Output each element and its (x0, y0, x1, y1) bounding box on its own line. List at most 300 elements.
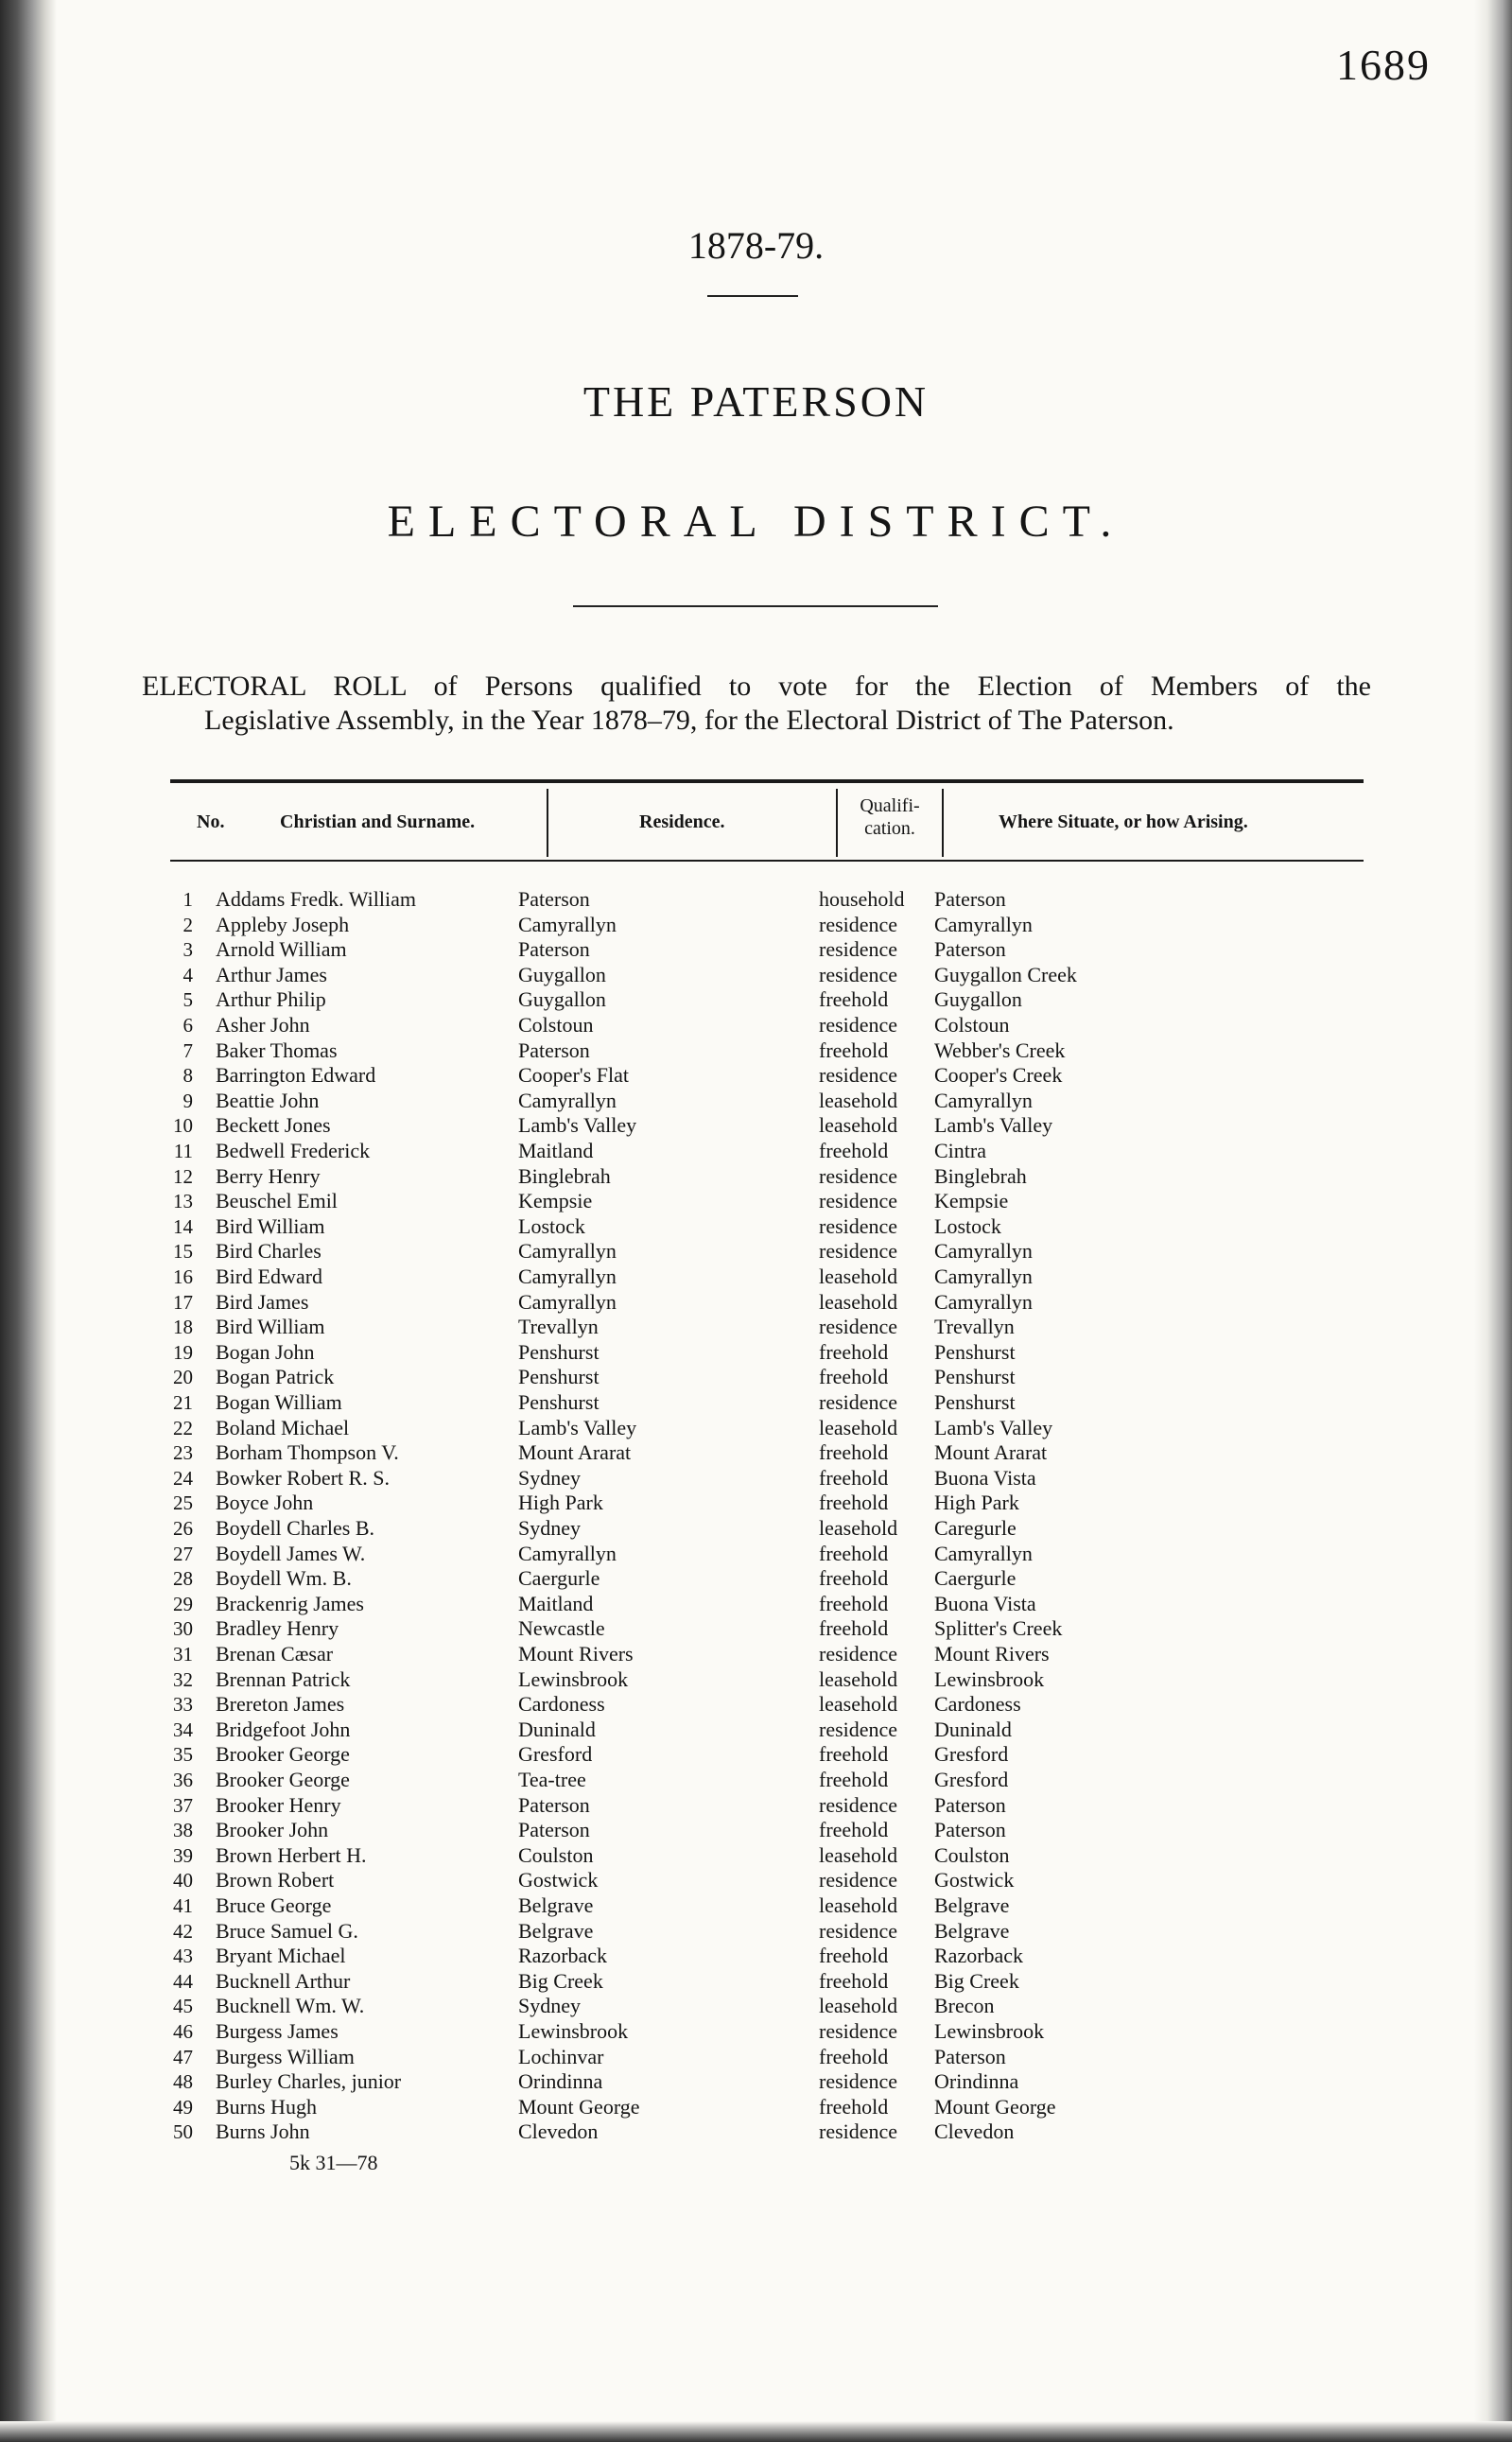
entry-qualification: freehold (819, 1465, 889, 1490)
entry-number: 24 (173, 1466, 193, 1490)
entry-number: 23 (173, 1441, 193, 1465)
entry-number: 37 (173, 1793, 193, 1817)
table-row (0, 1164, 1512, 1189)
entry-where-situate: Colstoun (934, 1013, 1010, 1037)
column-separator (547, 789, 548, 857)
entry-number: 39 (173, 1843, 193, 1867)
column-header-residence: Residence. (639, 811, 725, 832)
entry-residence: Cooper's Flat (518, 1063, 630, 1088)
entry-qualification: freehold (819, 1541, 889, 1565)
entry-name: Bird Charles (216, 1239, 322, 1264)
entry-name: Bird James (216, 1289, 309, 1314)
entry-residence: Sydney (518, 1465, 581, 1490)
entry-qualification: residence (819, 2119, 898, 2144)
entry-residence: Camyrallyn (518, 1289, 617, 1314)
entry-residence: Paterson (518, 1818, 590, 1842)
entry-qualification: freehold (819, 1365, 889, 1389)
entry-qualification: freehold (819, 1742, 889, 1767)
entry-qualification: leasehold (819, 1842, 898, 1867)
entry-residence: Camyrallyn (518, 1239, 617, 1264)
table-row (0, 1315, 1512, 1339)
entry-number: 29 (173, 1592, 193, 1615)
entry-qualification: residence (819, 1918, 898, 1943)
entry-number: 7 (182, 1038, 193, 1062)
table-row (0, 1742, 1512, 1767)
entry-where-situate: Kempsie (934, 1189, 1009, 1213)
entry-residence: High Park (518, 1491, 603, 1515)
entry-number: 15 (173, 1240, 193, 1264)
entry-number: 49 (173, 2095, 193, 2119)
entry-where-situate: Mount Ararat (934, 1440, 1048, 1465)
column-header-qualification-line-1: Qualifi- (860, 795, 920, 816)
table-row (0, 1692, 1512, 1717)
entry-name: Boland Michael (216, 1415, 350, 1439)
entry-residence: Coulston (518, 1842, 594, 1867)
table-row (0, 1592, 1512, 1616)
entry-number: 36 (173, 1769, 193, 1791)
entry-qualification: residence (819, 2069, 898, 2094)
entry-number: 12 (173, 1164, 193, 1188)
year-rule (707, 295, 798, 297)
entry-where-situate: Buona Vista (934, 1465, 1036, 1490)
entry-number: 30 (173, 1617, 193, 1641)
entry-qualification: residence (819, 1717, 898, 1741)
entry-number: 38 (173, 1819, 193, 1842)
table-row (0, 1440, 1512, 1465)
table-row (0, 1542, 1512, 1566)
entry-where-situate: Buona Vista (934, 1591, 1036, 1615)
entry-residence: Lamb's Valley (518, 1113, 637, 1138)
footer-reference: 5k 31—78 (289, 2151, 378, 2174)
entry-number: 25 (173, 1491, 193, 1515)
entry-name: Brooker Henry (216, 1792, 341, 1817)
entry-where-situate: Lewinsbrook (934, 2019, 1045, 2043)
entry-where-situate: Razorback (934, 1944, 1024, 1968)
entry-number: 35 (173, 1743, 193, 1767)
entry-number: 6 (182, 1014, 193, 1037)
entry-number: 5 (182, 988, 193, 1012)
entry-qualification: freehold (819, 1591, 889, 1615)
entry-qualification: freehold (819, 2094, 889, 2119)
entry-residence: Trevallyn (518, 1315, 599, 1339)
entry-residence: Gresford (518, 1742, 593, 1767)
column-header-no: No. (197, 811, 225, 832)
entry-where-situate: Paterson (934, 887, 1006, 911)
table-row (0, 1038, 1512, 1063)
entry-qualification: residence (819, 937, 898, 962)
table-row (0, 963, 1512, 987)
entry-where-situate: Splitter's Creek (934, 1616, 1063, 1641)
table-row (0, 937, 1512, 962)
table-row (0, 1667, 1512, 1692)
entry-number: 14 (173, 1214, 193, 1238)
table-row (0, 1416, 1512, 1440)
district-title: THE PATERSON (582, 377, 930, 426)
entry-residence: Penshurst (518, 1390, 600, 1414)
entry-qualification: leasehold (819, 1893, 898, 1917)
entry-residence: Caergurle (518, 1566, 600, 1591)
entry-where-situate: Belgrave (934, 1918, 1010, 1943)
entry-name: Burley Charles, junior (216, 2069, 402, 2094)
preamble (142, 670, 1371, 738)
entry-name: Brereton James (216, 1692, 345, 1717)
entry-number: 45 (173, 1995, 193, 2018)
entry-residence: Orindinna (518, 2069, 603, 2094)
table-row (0, 1642, 1512, 1666)
entry-residence: Big Creek (518, 1968, 603, 1993)
entry-residence: Gostwick (518, 1868, 599, 1893)
table-row (0, 1491, 1512, 1515)
entry-qualification: freehold (819, 2044, 889, 2068)
entry-name: Berry Henry (216, 1163, 321, 1188)
table-row (0, 2095, 1512, 2119)
entry-residence: Camyrallyn (518, 1265, 617, 1288)
table-row (0, 1340, 1512, 1365)
entry-qualification: freehold (819, 1440, 889, 1465)
entry-where-situate: Camyrallyn (934, 1289, 1033, 1314)
entry-number: 34 (173, 1718, 193, 1741)
entry-number: 21 (173, 1391, 193, 1414)
entry-name: Brennan Patrick (216, 1666, 351, 1691)
entry-name: Boydell James W. (216, 1541, 366, 1565)
entry-residence: Razorback (518, 1944, 608, 1968)
entry-name: Addams Fredk. William (216, 887, 416, 911)
entry-name: Baker Thomas (216, 1038, 338, 1062)
entry-qualification: residence (819, 1163, 898, 1188)
entry-residence: Camyrallyn (518, 1088, 617, 1112)
entry-name: Brown Robert (216, 1868, 335, 1893)
entry-name: Beattie John (216, 1088, 320, 1112)
table-row (0, 1063, 1512, 1088)
entry-where-situate: Webber's Creek (934, 1038, 1066, 1062)
entry-where-situate: Duninald (934, 1717, 1012, 1741)
entry-qualification: residence (819, 1792, 898, 1817)
entry-qualification: residence (819, 912, 898, 936)
entry-name: Burns Hugh (216, 2094, 317, 2119)
entry-name: Bucknell Wm. W. (216, 1994, 365, 2018)
table-row (0, 1013, 1512, 1038)
entry-name: Bucknell Arthur (216, 1968, 351, 1993)
entry-number: 41 (173, 1894, 193, 1917)
entry-residence: Guygallon (518, 987, 606, 1012)
table-row (0, 1718, 1512, 1742)
table-row (0, 1189, 1512, 1213)
entry-where-situate: Mount Rivers (934, 1642, 1050, 1666)
entry-residence: Mount George (518, 2094, 640, 2119)
entry-number: 8 (182, 1064, 193, 1088)
entry-qualification: freehold (819, 1616, 889, 1641)
entry-name: Bird Edward (216, 1265, 323, 1288)
entry-residence: Camyrallyn (518, 1541, 617, 1565)
year-heading: 1878-79. (687, 224, 825, 267)
entry-where-situate: Paterson (934, 2044, 1006, 2068)
entry-number: 33 (173, 1693, 193, 1717)
entry-name: Bruce George (216, 1893, 332, 1917)
entry-residence: Sydney (518, 1994, 581, 2018)
table-header-rule-bottom (170, 860, 1364, 862)
table-row (0, 2019, 1512, 2044)
table-row (0, 1466, 1512, 1491)
entry-qualification: leasehold (819, 1113, 898, 1138)
entry-where-situate: Camyrallyn (934, 1265, 1033, 1288)
entry-number: 13 (173, 1190, 193, 1213)
entry-number: 9 (182, 1089, 193, 1112)
entry-where-situate: Penshurst (934, 1390, 1016, 1414)
entry-where-situate: Camyrallyn (934, 1239, 1033, 1264)
entry-name: Bogan William (216, 1390, 342, 1414)
table-row (0, 1868, 1512, 1893)
entry-number: 27 (173, 1542, 193, 1565)
entry-qualification: residence (819, 962, 898, 986)
entry-name: Arthur James (216, 962, 327, 986)
entry-name: Bedwell Frederick (216, 1139, 371, 1162)
entry-where-situate: Binglebrah (934, 1163, 1027, 1188)
entry-residence: Lewinsbrook (518, 2019, 629, 2043)
entry-residence: Sydney (518, 1516, 581, 1540)
entry-where-situate: Lamb's Valley (934, 1113, 1053, 1138)
entry-residence: Lochinvar (518, 2044, 604, 2068)
entry-qualification: household (819, 887, 905, 911)
entry-name: Bird William (216, 1315, 325, 1339)
entry-where-situate: Orindinna (934, 2069, 1019, 2094)
table-row (0, 2045, 1512, 2069)
entry-where-situate: Guygallon (934, 987, 1022, 1012)
entry-name: Brown Herbert H. (216, 1842, 367, 1867)
entry-where-situate: Lewinsbrook (934, 1666, 1045, 1691)
entry-qualification: freehold (819, 1491, 889, 1515)
entry-number: 42 (173, 1919, 193, 1943)
entry-number: 28 (173, 1567, 193, 1591)
entry-qualification: residence (819, 1239, 898, 1264)
entry-name: Burgess James (216, 2019, 339, 2043)
table-row (0, 1843, 1512, 1868)
entry-qualification: residence (819, 1868, 898, 1893)
entry-number: 40 (173, 1869, 193, 1893)
entry-number: 31 (173, 1643, 193, 1666)
entry-number: 10 (173, 1114, 193, 1138)
entry-name: Bird William (216, 1213, 325, 1238)
entry-name: Bridgefoot John (216, 1717, 351, 1741)
entry-qualification: freehold (819, 987, 889, 1012)
entry-qualification: residence (819, 1390, 898, 1414)
table-row (0, 1139, 1512, 1163)
entry-name: Brooker John (216, 1818, 329, 1842)
entry-where-situate: Gresford (934, 1742, 1009, 1767)
entry-residence: Belgrave (518, 1918, 594, 1943)
table-row (0, 887, 1512, 912)
entry-number: 17 (173, 1290, 193, 1314)
entry-name: Beuschel Emil (216, 1189, 338, 1213)
entry-name: Bryant Michael (216, 1944, 346, 1968)
entry-qualification: residence (819, 1642, 898, 1666)
table-row (0, 1969, 1512, 1994)
table-row (0, 1893, 1512, 1918)
entry-residence: Kempsie (518, 1189, 593, 1213)
table-row (0, 2119, 1512, 2144)
table-row (0, 1944, 1512, 1968)
table-row (0, 1365, 1512, 1389)
scan-edge-bottom (0, 2421, 1512, 2442)
entry-residence: Mount Rivers (518, 1642, 634, 1666)
entry-number: 44 (173, 1969, 193, 1993)
entry-name: Brenan Cæsar (216, 1642, 334, 1666)
district-subtitle: ELECTORAL DISTRICT. (387, 497, 1125, 547)
table-header-rule-top (170, 779, 1364, 783)
entry-name: Burns John (216, 2119, 310, 2144)
entry-where-situate: Camyrallyn (934, 912, 1033, 936)
preamble-line-1: ELECTORAL ROLL of Persons qualified to vote for the Election of Members of the (142, 671, 1371, 702)
table-row (0, 1390, 1512, 1415)
entry-qualification: freehold (819, 1944, 889, 1968)
entry-name: Burgess William (216, 2044, 355, 2068)
entry-qualification: leasehold (819, 1415, 898, 1439)
entry-where-situate: Clevedon (934, 2119, 1015, 2144)
entry-name: Boydell Wm. B. (216, 1566, 352, 1591)
entry-residence: Lewinsbrook (518, 1666, 629, 1691)
entry-name: Arnold William (216, 937, 347, 962)
entry-residence: Binglebrah (518, 1163, 611, 1188)
entry-name: Barrington Edward (216, 1063, 376, 1088)
entry-where-situate: Gostwick (934, 1868, 1015, 1893)
entry-residence: Colstoun (518, 1013, 594, 1037)
entry-number: 2 (182, 913, 193, 936)
entry-qualification: freehold (819, 1038, 889, 1062)
entry-where-situate: Paterson (934, 937, 1006, 962)
entry-name: Bogan John (216, 1339, 315, 1364)
entry-where-situate: Mount George (934, 2094, 1056, 2119)
entry-qualification: leasehold (819, 1666, 898, 1691)
preamble-line-2: Legislative Assembly, in the Year 1878–79, for the Electoral District of The Paterson. (204, 705, 1174, 736)
entry-qualification: residence (819, 1013, 898, 1037)
entry-where-situate: Caregurle (934, 1516, 1017, 1540)
table-row (0, 1113, 1512, 1138)
entry-name: Boyce John (216, 1491, 314, 1515)
entry-number: 47 (173, 2045, 193, 2068)
entry-number: 3 (182, 938, 193, 962)
entry-where-situate: Paterson (934, 1818, 1006, 1842)
entry-where-situate: Caergurle (934, 1566, 1017, 1591)
column-header-where: Where Situate, or how Arising. (999, 811, 1248, 832)
entry-name: Appleby Joseph (216, 912, 350, 936)
column-header-qualification-line-2: cation. (864, 818, 915, 839)
entry-qualification: leasehold (819, 1265, 898, 1288)
table-row (0, 1994, 1512, 2018)
page-number: 1689 (1336, 41, 1431, 89)
entry-where-situate: Camyrallyn (934, 1088, 1033, 1112)
entry-residence: Mount Ararat (518, 1440, 632, 1465)
entry-qualification: leasehold (819, 1994, 898, 2018)
entry-qualification: freehold (819, 1566, 889, 1591)
table-row (0, 1919, 1512, 1944)
entry-residence: Maitland (518, 1591, 594, 1615)
column-separator (836, 789, 838, 857)
entry-name: Bradley Henry (216, 1616, 339, 1641)
column-separator (942, 789, 944, 857)
entry-number: 1 (182, 888, 193, 911)
entry-where-situate: Belgrave (934, 1893, 1010, 1917)
entry-residence: Duninald (518, 1717, 596, 1741)
column-header-name: Christian and Surname. (280, 811, 476, 832)
entry-where-situate: Coulston (934, 1842, 1010, 1867)
entry-where-situate: Penshurst (934, 1339, 1016, 1364)
table-row (0, 1265, 1512, 1289)
entry-number: 48 (173, 2070, 193, 2094)
entry-qualification: freehold (819, 1968, 889, 1993)
entry-name: Brooker George (216, 1742, 350, 1767)
entry-name: Bogan Patrick (216, 1365, 335, 1389)
entry-qualification: residence (819, 2019, 898, 2043)
entry-name: Bruce Samuel G. (216, 1918, 358, 1943)
entry-number: 26 (173, 1517, 193, 1540)
entry-residence: Lostock (518, 1213, 585, 1238)
table-row (0, 1768, 1512, 1792)
entry-number: 32 (173, 1667, 193, 1691)
entry-name: Brackenrig James (216, 1591, 364, 1615)
entry-where-situate: Paterson (934, 1792, 1006, 1817)
entry-residence: Guygallon (518, 962, 606, 986)
entry-name: Borham Thompson V. (216, 1440, 399, 1465)
table-row (0, 1793, 1512, 1818)
entry-qualification: leasehold (819, 1692, 898, 1717)
title-rule (573, 605, 938, 607)
entry-name: Asher John (216, 1013, 310, 1037)
entry-residence: Belgrave (518, 1893, 594, 1917)
entry-where-situate: Guygallon Creek (934, 962, 1077, 986)
entry-where-situate: Cooper's Creek (934, 1063, 1063, 1088)
entry-residence: Paterson (518, 887, 590, 911)
entry-where-situate: Big Creek (934, 1968, 1019, 1993)
table-row (0, 1290, 1512, 1315)
entry-qualification: residence (819, 1063, 898, 1088)
entry-residence: Penshurst (518, 1339, 600, 1364)
entry-residence: Tea-tree (518, 1768, 586, 1791)
entry-residence: Paterson (518, 1038, 590, 1062)
entry-qualification: residence (819, 1315, 898, 1339)
entry-qualification: leasehold (819, 1088, 898, 1112)
table-row (0, 1239, 1512, 1264)
table-row (0, 2069, 1512, 2094)
entry-where-situate: Lamb's Valley (934, 1415, 1053, 1439)
entry-number: 11 (173, 1140, 193, 1162)
entry-residence: Paterson (518, 1792, 590, 1817)
entry-qualification: freehold (819, 1139, 889, 1162)
entry-qualification: freehold (819, 1818, 889, 1842)
table-row (0, 1214, 1512, 1239)
entry-residence: Cardoness (518, 1692, 605, 1717)
table-row (0, 1616, 1512, 1641)
entry-residence: Camyrallyn (518, 912, 617, 936)
entry-qualification: residence (819, 1189, 898, 1213)
entry-where-situate: Penshurst (934, 1365, 1016, 1389)
entry-qualification: leasehold (819, 1289, 898, 1314)
entry-number: 22 (173, 1416, 193, 1439)
table-row (0, 1089, 1512, 1113)
entry-where-situate: Lostock (934, 1213, 1001, 1238)
entry-qualification: freehold (819, 1768, 889, 1791)
entry-qualification: residence (819, 1213, 898, 1238)
entry-name: Boydell Charles B. (216, 1516, 375, 1540)
table-row (0, 1818, 1512, 1842)
table-row (0, 913, 1512, 937)
entry-where-situate: Trevallyn (934, 1315, 1015, 1339)
entry-residence: Lamb's Valley (518, 1415, 637, 1439)
entry-where-situate: Cardoness (934, 1692, 1021, 1717)
entry-qualification: freehold (819, 1339, 889, 1364)
entry-residence: Penshurst (518, 1365, 600, 1389)
table-row (0, 987, 1512, 1012)
entry-where-situate: Brecon (934, 1994, 995, 2018)
entry-name: Arthur Philip (216, 987, 326, 1012)
